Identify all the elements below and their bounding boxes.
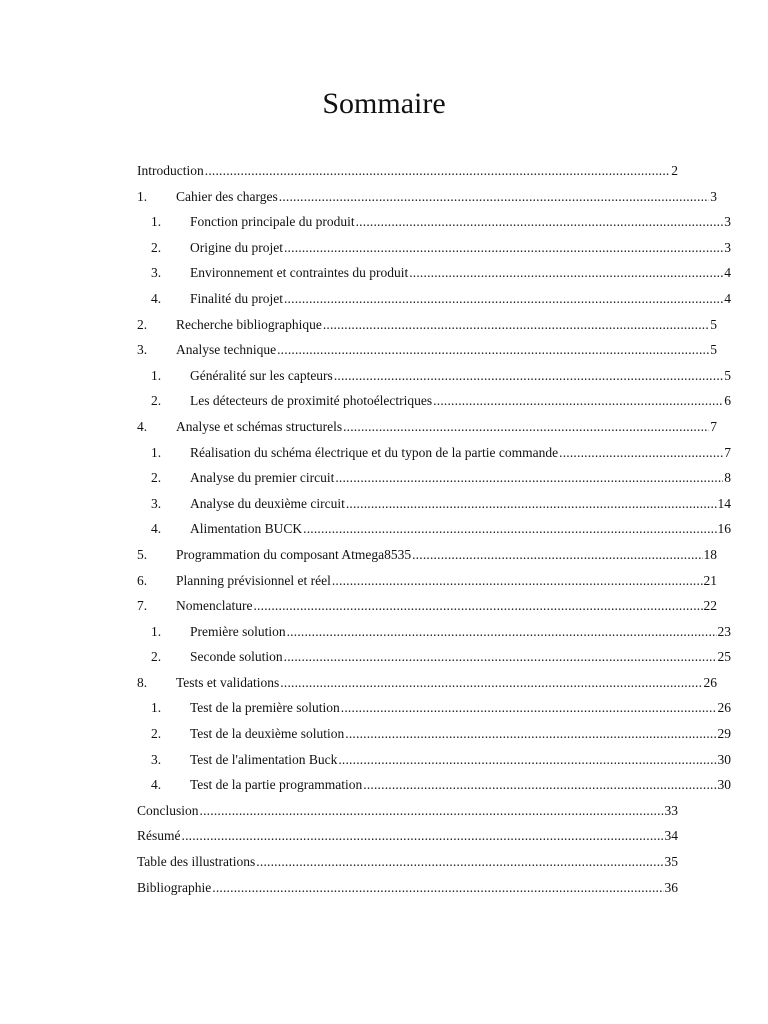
toc-entry-line: [137, 465, 731, 491]
toc-dot-leader: [334, 363, 723, 389]
toc-entry-page-number: 3: [724, 214, 731, 230]
toc-entry-label: Réalisation du schéma électrique et du typon de la partie commande: [190, 444, 559, 460]
toc-dot-leader: [182, 823, 664, 849]
toc-entry[interactable]: [137, 414, 717, 440]
toc-dot-leader: [284, 235, 723, 261]
toc-entry-page-number: 25: [717, 649, 731, 665]
toc-entry-line: [137, 158, 678, 184]
toc-entry-line: [137, 209, 731, 235]
toc-entry-line: [137, 260, 731, 286]
toc-entry-number: 6.: [137, 572, 148, 588]
toc-entry-page-number: 7: [724, 444, 731, 460]
toc-entry-label: Finalité du projet: [190, 290, 283, 306]
toc-entry[interactable]: [137, 312, 717, 338]
toc-entry-label: Résumé: [137, 828, 181, 844]
toc-entry-label: Analyse et schémas structurels: [176, 418, 343, 434]
toc-entry-line: [137, 593, 717, 619]
toc-entry-line: [137, 772, 731, 798]
toc-entry-number: 5.: [137, 546, 148, 562]
toc-entry-page-number: 5: [710, 316, 717, 332]
toc-entry[interactable]: [137, 286, 731, 312]
toc-dot-leader: [345, 721, 716, 747]
toc-entry-line: [137, 312, 717, 338]
toc-entry-label: Test de l'alimentation Buck: [190, 751, 338, 767]
toc-dot-leader: [284, 644, 717, 670]
toc-entry-line: [137, 798, 678, 824]
toc-entry[interactable]: [137, 593, 717, 619]
toc-entry-page-number: 21: [703, 572, 717, 588]
toc-entry[interactable]: [137, 440, 731, 466]
toc-entry-page-number: 14: [717, 495, 731, 511]
toc-entry[interactable]: [137, 568, 717, 594]
toc-entry-label: Planning prévisionnel et réel: [176, 572, 331, 588]
toc-entry-label: Environnement et contraintes du produit: [190, 265, 409, 281]
toc-dot-leader: [409, 260, 723, 286]
toc-dot-leader: [253, 593, 702, 619]
toc-entry-line: [137, 542, 717, 568]
toc-entry-number: 4.: [151, 521, 162, 537]
toc-entry-line: [137, 644, 731, 670]
toc-dot-leader: [284, 286, 723, 312]
toc-entry[interactable]: [137, 465, 731, 491]
toc-entry-line: [137, 568, 717, 594]
toc-entry-label: Seconde solution: [190, 649, 283, 665]
toc-entry-page-number: 5: [710, 342, 717, 358]
toc-entry-number: 1.: [151, 444, 162, 460]
page-title: Sommaire: [322, 87, 446, 120]
toc-entry-number: 1.: [151, 700, 162, 716]
toc-entry-number: 2.: [151, 393, 162, 409]
toc-entry-number: 4.: [137, 418, 148, 434]
toc-entry-label: Origine du projet: [190, 239, 283, 255]
toc-entry-page-number: 36: [664, 879, 678, 895]
toc-entry-number: 3.: [151, 495, 162, 511]
toc-entry[interactable]: [137, 875, 678, 901]
toc-entry[interactable]: [137, 695, 731, 721]
toc-entry-label: Nomenclature: [176, 598, 253, 614]
toc-dot-leader: [335, 465, 723, 491]
toc-dot-leader: [341, 695, 717, 721]
toc-entry[interactable]: [137, 542, 717, 568]
toc-dot-leader: [323, 312, 709, 338]
toc-entry-number: 2.: [151, 470, 162, 486]
toc-entry-page-number: 34: [664, 828, 678, 844]
toc-dot-leader: [559, 440, 723, 466]
toc-entry-line: [137, 363, 731, 389]
toc-entry-page-number: 30: [717, 777, 731, 793]
toc-entry-line: [137, 619, 731, 645]
toc-entry-page-number: 35: [664, 854, 678, 870]
toc-entry-page-number: 30: [717, 751, 731, 767]
toc-entry[interactable]: [137, 491, 731, 517]
toc-entry-number: 2.: [151, 239, 162, 255]
toc-dot-leader: [356, 209, 724, 235]
toc-entry-page-number: 29: [717, 726, 731, 742]
toc-dot-leader: [363, 772, 716, 798]
toc-dot-leader: [332, 568, 703, 594]
toc-entry-page-number: 2: [671, 163, 678, 178]
toc-entry-page-number: 4: [724, 265, 731, 281]
toc-entry-number: 8.: [137, 674, 148, 690]
toc-dot-leader: [343, 414, 709, 440]
toc-entry-number: 3.: [151, 265, 162, 281]
toc-entry-label: Les détecteurs de proximité photoélectriques: [190, 393, 433, 409]
toc-dot-leader: [433, 388, 723, 414]
toc-dot-leader: [205, 158, 671, 184]
toc-entry-line: [137, 516, 731, 542]
toc-entry-label: Bibliographie: [137, 879, 212, 895]
toc-entry[interactable]: [137, 337, 717, 363]
toc-entry[interactable]: [137, 670, 717, 696]
toc-dot-leader: [303, 516, 716, 542]
toc-dot-leader: [287, 619, 717, 645]
toc-entry-label: Introduction: [137, 163, 204, 178]
toc-entry-label: Test de la première solution: [190, 700, 340, 716]
toc-entry[interactable]: [137, 747, 731, 773]
toc-entry-line: [137, 235, 731, 261]
toc-entry-label: Conclusion: [137, 802, 199, 818]
toc-entry-page-number: 6: [724, 393, 731, 409]
toc-entry-number: 2.: [151, 649, 162, 665]
table-of-contents: [137, 158, 731, 900]
toc-entry-number: 4.: [151, 777, 162, 793]
toc-entry-page-number: 7: [710, 418, 717, 434]
toc-entry-label: Fonction principale du produit: [190, 214, 355, 230]
toc-entry-label: Analyse du premier circuit: [190, 470, 335, 486]
toc-entry-page-number: 26: [703, 674, 717, 690]
toc-entry-label: Analyse technique: [176, 342, 277, 358]
toc-entry-line: [137, 491, 731, 517]
toc-entry[interactable]: [137, 772, 731, 798]
toc-entry-number: 3.: [137, 342, 148, 358]
toc-entry-line: [137, 670, 717, 696]
toc-entry-page-number: 3: [724, 239, 731, 255]
toc-entry-line: [137, 337, 717, 363]
toc-entry-page-number: 16: [717, 521, 731, 537]
toc-entry-number: 1.: [151, 623, 162, 639]
toc-entry-line: [137, 721, 731, 747]
toc-entry[interactable]: [137, 235, 731, 261]
toc-dot-leader: [256, 849, 663, 875]
toc-entry-line: [137, 695, 731, 721]
toc-entry-label: Test de la partie programmation: [190, 777, 363, 793]
toc-entry[interactable]: [137, 260, 731, 286]
toc-entry-label: Table des illustrations: [137, 854, 256, 870]
toc-dot-leader: [412, 542, 702, 568]
toc-entry-label: Cahier des charges: [176, 188, 278, 204]
toc-entry-label: Test de la deuxième solution: [190, 726, 345, 742]
toc-dot-leader: [212, 875, 663, 901]
toc-entry-page-number: 22: [703, 598, 717, 614]
toc-entry-number: 2.: [137, 316, 148, 332]
toc-entry-page-number: 18: [703, 546, 717, 562]
toc-entry-line: [137, 286, 731, 312]
toc-entry[interactable]: [137, 849, 678, 875]
toc-entry[interactable]: [137, 823, 678, 849]
toc-entry-page-number: 5: [724, 367, 731, 383]
toc-entry[interactable]: [137, 516, 731, 542]
toc-entry[interactable]: [137, 209, 731, 235]
toc-entry-number: 4.: [151, 290, 162, 306]
toc-entry-label: Programmation du composant Atmega8535: [176, 546, 412, 562]
toc-entry[interactable]: [137, 619, 731, 645]
toc-entry-line: [137, 414, 717, 440]
toc-entry[interactable]: [137, 388, 731, 414]
toc-entry[interactable]: [137, 644, 731, 670]
toc-entry-label: Analyse du deuxième circuit: [190, 495, 345, 511]
toc-entry-label: Généralité sur les capteurs: [190, 367, 333, 383]
toc-entry-number: 1.: [137, 188, 148, 204]
toc-entry-number: 1.: [151, 214, 162, 230]
toc-entry-line: [137, 440, 731, 466]
toc-entry-page-number: 33: [664, 802, 678, 818]
toc-entry-line: [137, 184, 717, 210]
toc-entry-line: [137, 875, 678, 901]
toc-dot-leader: [277, 337, 709, 363]
toc-entry[interactable]: [137, 184, 717, 210]
toc-entry-number: 2.: [151, 726, 162, 742]
toc-entry-line: [137, 823, 678, 849]
toc-entry-page-number: 4: [724, 290, 731, 306]
toc-entry-label: Alimentation BUCK: [190, 521, 303, 537]
toc-entry[interactable]: [137, 158, 678, 184]
toc-entry-label: Recherche bibliographique: [176, 316, 322, 332]
toc-dot-leader: [200, 798, 664, 824]
toc-entry-line: [137, 849, 678, 875]
toc-entry[interactable]: [137, 798, 678, 824]
toc-dot-leader: [346, 491, 717, 517]
toc-dot-leader: [279, 184, 710, 210]
toc-entry-line: [137, 747, 731, 773]
toc-entry-page-number: 23: [717, 623, 731, 639]
toc-entry-label: Première solution: [190, 623, 286, 639]
toc-entry-number: 1.: [151, 367, 162, 383]
toc-dot-leader: [338, 747, 716, 773]
toc-entry[interactable]: [137, 721, 731, 747]
toc-entry-number: 7.: [137, 598, 148, 614]
toc-entry-page-number: 8: [724, 470, 731, 486]
toc-entry-line: [137, 388, 731, 414]
toc-dot-leader: [280, 670, 702, 696]
toc-entry-page-number: 26: [717, 700, 731, 716]
toc-entry-number: 3.: [151, 751, 162, 767]
toc-entry-label: Tests et validations: [176, 674, 280, 690]
toc-entry-page-number: 3: [710, 188, 717, 204]
toc-entry[interactable]: [137, 363, 731, 389]
